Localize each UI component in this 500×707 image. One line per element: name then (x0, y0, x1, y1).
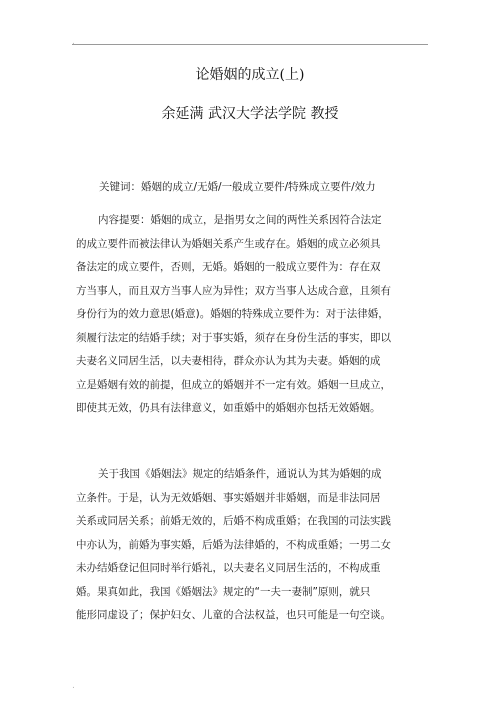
paragraph-line: 立条件。于是，认为无效婚姻、事实婚姻并非婚姻，而是非法同居 (76, 491, 381, 504)
paragraph-line: 关于我国《婚姻法》规定的结婚条件，通说认为其为婚姻的成 (98, 468, 382, 480)
paragraph-line: 关系或同居关系；前婚无效的，后婚不构成重婚；在我国的司法实践 (76, 515, 391, 527)
body-paragraph (76, 463, 430, 628)
paragraph-line: 备法定的成立要件，否则，无婚。婚姻的一般成立要件为：存在双 (76, 261, 381, 273)
paragraph-line: 内容提要：婚姻的成立，是指男女之间的两性关系因符合法定 (98, 214, 382, 226)
paragraph-line: 方当事人，而且双方当事人应为异性；双方当事人达成合意，且须有 (76, 284, 391, 297)
corner-mark-bottom: . (72, 681, 75, 691)
paragraph-line: 立是婚姻有效的前提，但成立的婚姻并不一定有效。婚姻一旦成立， (76, 378, 391, 391)
paragraph-line: 即使其无效，仍具有法律意义，如重婚中的婚姻亦包括无效婚姻。 (76, 402, 381, 414)
paragraph-line: 的成立要件而被法律认为婚姻关系产生或存在。婚姻的成立必须具 (76, 237, 381, 250)
paragraph-line: 夫妻名义同居生活，以夫妻相待，群众亦认为其为夫妻。婚姻的成 (76, 355, 381, 367)
document-title: 论婚姻的成立(上) (195, 67, 305, 83)
paragraph-line: 身份行为的效力意思(婚意)。婚姻的特殊成立要件为：对于法律婚， (76, 308, 389, 320)
paragraph-line: 中亦认为，前婚为事实婚，后婚为法律婚的，不构成重婚；一男二女 (76, 538, 391, 551)
paragraph-line: 能形同虚设了；保护妇女、儿童的合法权益，也只可能是一句空谈。 (76, 609, 391, 621)
author-line: 余延满 武汉大学法学院 教授 (161, 106, 339, 122)
header-rule (72, 44, 428, 45)
abstract-paragraph (76, 209, 430, 421)
corner-mark-top: . (72, 37, 75, 47)
keywords-line: 关键词：婚姻的成立/无婚/一般成立要件/特殊成立要件/效力 (99, 181, 376, 193)
paragraph-line: 未办结婚登记但同时举行婚礼，以夫妻名义同居生活的，不构成重 (76, 562, 381, 574)
paragraph-line: 婚。果真如此，我国《婚姻法》规定的“一夫一妻制”原则，就只 (76, 585, 371, 598)
paragraph-line: 须履行法定的结婚手续；对于事实婚，须存在身份生活的事实，即以 (76, 331, 391, 344)
